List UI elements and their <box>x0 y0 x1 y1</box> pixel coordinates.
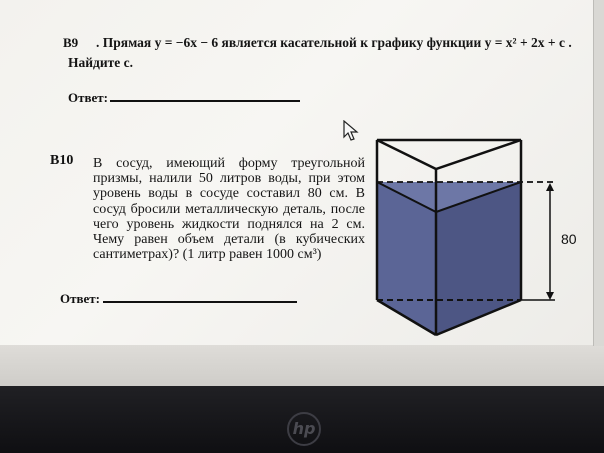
problem-b10-number: B10 <box>50 153 74 168</box>
problem-b9-statement: . Прямая y = −6x − 6 является касательной к графику функции y = x² + 2x + c . <box>96 35 572 50</box>
problem-b10-statement: В сосуд, имеющий форму треугольной призмы, налили 50 литров воды, при этом уровень воды в сосуде составил 80 см. В сосуд бросили металлическую деталь, после чего уровень жидкости поднялся на 2 см. Чему равен объем детали (в кубических сантиметрах)? (1 литр равен 1000 см³) <box>93 156 365 263</box>
problem-b9-question: Найдите c. <box>68 55 134 70</box>
page-bottom-shadow <box>0 345 604 386</box>
problem-b9-number: B9 <box>63 35 79 50</box>
vertical-scrollbar[interactable] <box>593 0 604 346</box>
problem-b10-answer-field[interactable] <box>103 301 297 303</box>
height-label: 80 <box>561 231 577 247</box>
problem-b9-answer-label: Ответ: <box>68 90 109 105</box>
problem-b9-answer-field[interactable] <box>110 100 300 102</box>
mouse-pointer-icon <box>343 120 359 142</box>
prism-figure <box>370 125 570 340</box>
hp-logo-icon: hp <box>287 412 321 446</box>
problem-b10-answer-label: Ответ: <box>60 291 101 306</box>
prism-top-face <box>377 140 521 169</box>
